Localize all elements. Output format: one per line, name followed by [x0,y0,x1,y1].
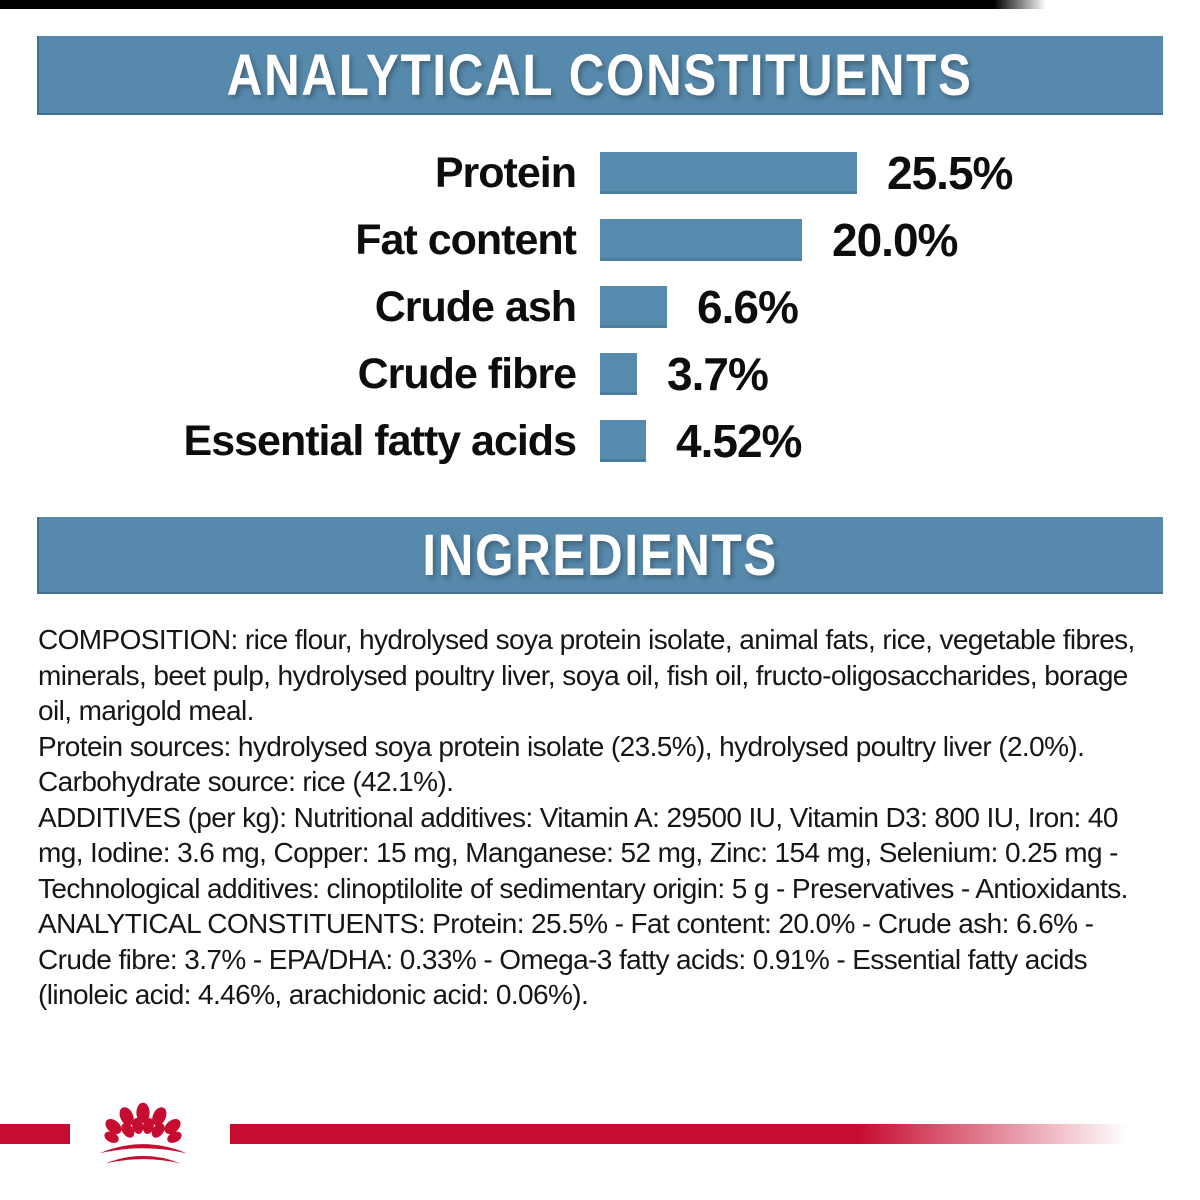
crude-ash-bar [600,286,667,328]
chart-row-fat-content [0,214,1200,266]
protein-value: 25.5% [887,147,1013,199]
essential-fatty-acids-bar [600,420,646,462]
protein-bar [600,152,857,194]
top-black-bar [0,0,1046,9]
carbohydrate-source-text: Carbohydrate source: rice (42.1%). [38,766,454,797]
chart-row-crude-fibre [0,348,1200,400]
ingredients-banner [37,517,1163,594]
protein-label: Protein [434,148,576,197]
additives-text: ADDITIVES (per kg): Nutritional additives: Vitamin A: 29500 IU, Vitamin D3: 800 IU, Iron: 40 mg, Iodine: 3.6 mg, Copper: 15 mg, Manganese: 52 mg, Zinc: 154 mg, Selenium: 0.25 mg - Technological additives: clinoptilolite of sedimentary origin: 5 g - Preservatives - Antioxidants. [38,801,1128,904]
ingredients-title: INGREDIENTS [422,523,778,588]
chart-row-essential-fatty-acids [0,415,1200,467]
essential-fatty-acids-value: 4.52% [676,415,802,467]
essential-fatty-acids-label: Essential fatty acids [183,416,576,465]
crude-ash-label: Crude ash [374,282,576,331]
analytical-constituents-title: ANALYTICAL CONSTITUENTS [227,43,973,108]
chart-row-crude-ash [0,281,1200,333]
fat-content-value: 20.0% [832,214,958,266]
chart-row-protein [0,147,1200,199]
brand-stripe-left [0,1124,70,1144]
analytical-constituents-banner [37,36,1163,115]
crude-ash-value: 6.6% [697,281,798,333]
crude-fibre-bar [600,353,637,395]
protein-sources-text: Protein sources: hydrolysed soya protein isolate (23.5%), hydrolysed poultry liver (2.0%). [38,730,1085,762]
crude-fibre-label: Crude fibre [357,349,576,398]
fat-content-bar [600,219,802,261]
ingredients-text-block [38,622,1164,1013]
royal-canin-crown-icon [72,1095,214,1167]
fat-content-label: Fat content [355,215,576,264]
brand-stripe-right [230,1124,1128,1144]
crude-fibre-value: 3.7% [667,348,768,400]
analytical-constituents-text: ANALYTICAL CONSTITUENTS: Protein: 25.5% - Fat content: 20.0% - Crude ash: 6.6% - Crude fibre: 3.7% - EPA/DHA: 0.33% - Omega-3 fatty acids: 0.91% - Essential fatty acids (linoleic acid: 4.46%, arachidonic acid: 0.06%). [38,908,1094,1010]
composition-text: COMPOSITION: rice flour, hydrolysed soya protein isolate, animal fats, rice, vegetable fibres, minerals, beet pulp, hydrolysed poultry liver, soya oil, fish oil, fructo-oligosaccharides, borage oil, marigold meal. [38,624,1135,726]
